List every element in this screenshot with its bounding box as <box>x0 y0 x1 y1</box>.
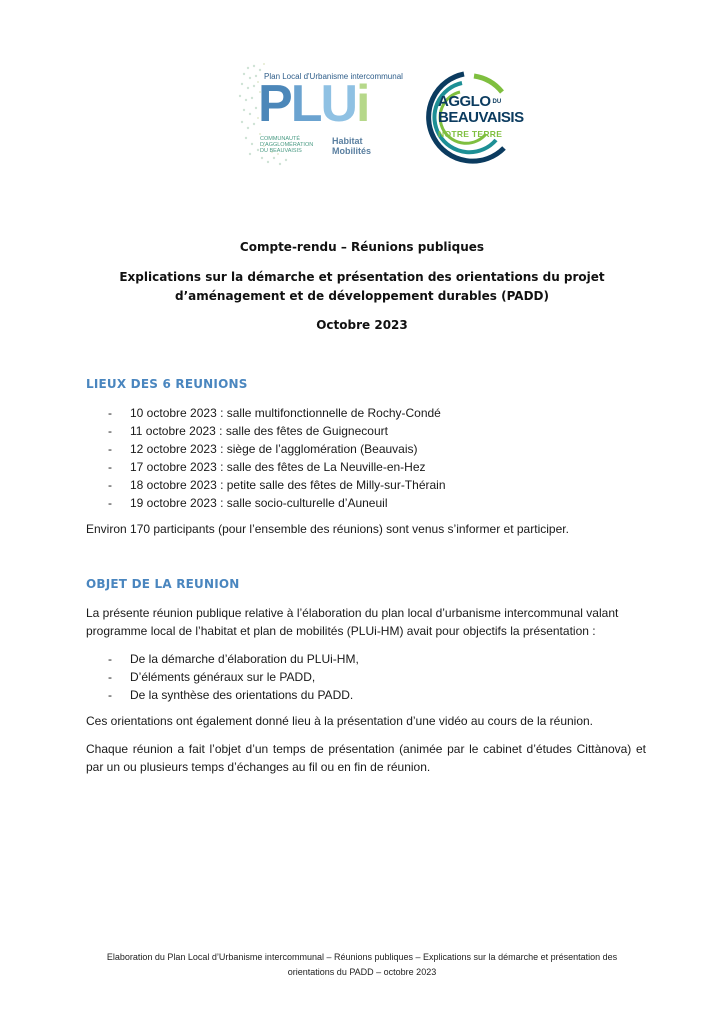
list-item-text: 17 octobre 2023 : salle des fêtes de La Neuville-en-Hez <box>130 460 426 474</box>
agglo-beauvaisis-logo <box>404 66 530 170</box>
plui-habitat: Habitat <box>332 136 363 146</box>
section-heading-lieux: LIEUX DES 6 REUNIONS <box>86 377 248 391</box>
footer-line-2: orientations du PADD – octobre 2023 <box>287 967 437 977</box>
dash-marker: - <box>108 652 112 666</box>
format-paragraph: Chaque réunion a fait l’objet d’un temps de présentation (animée par le cabinet d’études Cittànova) et par un ou plusieurs temps d’échanges au fil ou en fin de réunion. <box>86 742 646 774</box>
list-item <box>108 650 359 668</box>
agglo-du: DU <box>492 99 502 105</box>
participants-paragraph: Environ 170 participants (pour l’ensemble des réunions) sont venus s’informer et participer. <box>86 522 569 536</box>
list-item-text: 11 octobre 2023 : salle des fêtes de Guignecourt <box>130 424 388 438</box>
plui-caption: Plan Local d'Urbanisme intercommunal <box>264 72 403 81</box>
dash-marker: - <box>108 406 112 420</box>
footer-line-1: Elaboration du Plan Local d’Urbanisme intercommunal – Réunions publiques – Explications sur la démarche et présentation des <box>106 952 618 962</box>
list-item <box>108 404 446 422</box>
dash-marker: - <box>108 460 112 474</box>
agglo-line1: AGGLO <box>438 93 491 110</box>
dash-marker: - <box>108 478 112 492</box>
dash-marker: - <box>108 496 112 510</box>
header-logos <box>228 56 538 176</box>
list-item-text: 19 octobre 2023 : salle socio-culturelle d’Auneuil <box>130 496 388 510</box>
list-item-text: De la démarche d’élaboration du PLUi-HM, <box>130 652 359 666</box>
list-item <box>108 458 446 476</box>
subtitle-line-1: Explications sur la démarche et présentation des orientations du projet <box>119 270 605 284</box>
plui-logo <box>228 56 403 176</box>
document-subtitle <box>0 268 724 306</box>
video-paragraph: Ces orientations ont également donné lieu à la présentation d’une vidéo au cours de la réunion. <box>86 714 594 728</box>
dash-marker: - <box>108 670 112 684</box>
plui-mobilites: Mobilités <box>332 146 372 156</box>
list-item-text: 12 octobre 2023 : siège de l’agglomération (Beauvais) <box>130 442 418 456</box>
dash-marker: - <box>108 424 112 438</box>
plui-wordmark <box>258 74 368 134</box>
plui-community-text: COMMUNAUTÉ D'AGGLOMÉRATION DU BEAUVAISIS <box>260 136 314 154</box>
document-date: Octobre 2023 <box>316 318 408 332</box>
list-item <box>108 668 359 686</box>
objectives-list <box>108 650 359 704</box>
plui-letter-u: U <box>320 75 357 133</box>
plui-letter-i: i <box>356 75 369 133</box>
list-item-text: D’éléments généraux sur le PADD, <box>130 670 316 684</box>
list-item-text: 10 octobre 2023 : salle multifonctionnelle de Rochy-Condé <box>130 406 441 420</box>
dash-marker: - <box>108 688 112 702</box>
plui-letter-l: L <box>290 75 321 133</box>
list-item <box>108 494 446 512</box>
subtitle-line-2: d’aménagement et de développement durables (PADD) <box>175 289 549 303</box>
meetings-list <box>108 404 446 512</box>
plui-letter-p: P <box>258 75 291 133</box>
plui-habitat-mobilites <box>332 136 371 156</box>
list-item-text: 18 octobre 2023 : petite salle des fêtes de Milly-sur-Thérain <box>130 478 446 492</box>
page-footer <box>80 950 644 980</box>
list-item <box>108 686 359 704</box>
list-item <box>108 422 446 440</box>
agglo-line3: NOTRE TERRE <box>438 129 503 139</box>
agglo-wordmark <box>438 94 524 142</box>
intro-paragraph: La présente réunion publique relative à l’élaboration du plan local d’urbanisme intercommunal valant programme local de l’habitat et plan de mobilités (PLUi-HM) avait pour objectifs la présentation : <box>86 606 619 638</box>
list-item <box>108 440 446 458</box>
dash-marker: - <box>108 442 112 456</box>
list-item-text: De la synthèse des orientations du PADD. <box>130 688 354 702</box>
section-heading-objet: OBJET DE LA REUNION <box>86 577 240 591</box>
document-title: Compte-rendu – Réunions publiques <box>239 240 485 254</box>
agglo-line2: BEAUVAISIS <box>438 109 524 126</box>
list-item <box>108 476 446 494</box>
